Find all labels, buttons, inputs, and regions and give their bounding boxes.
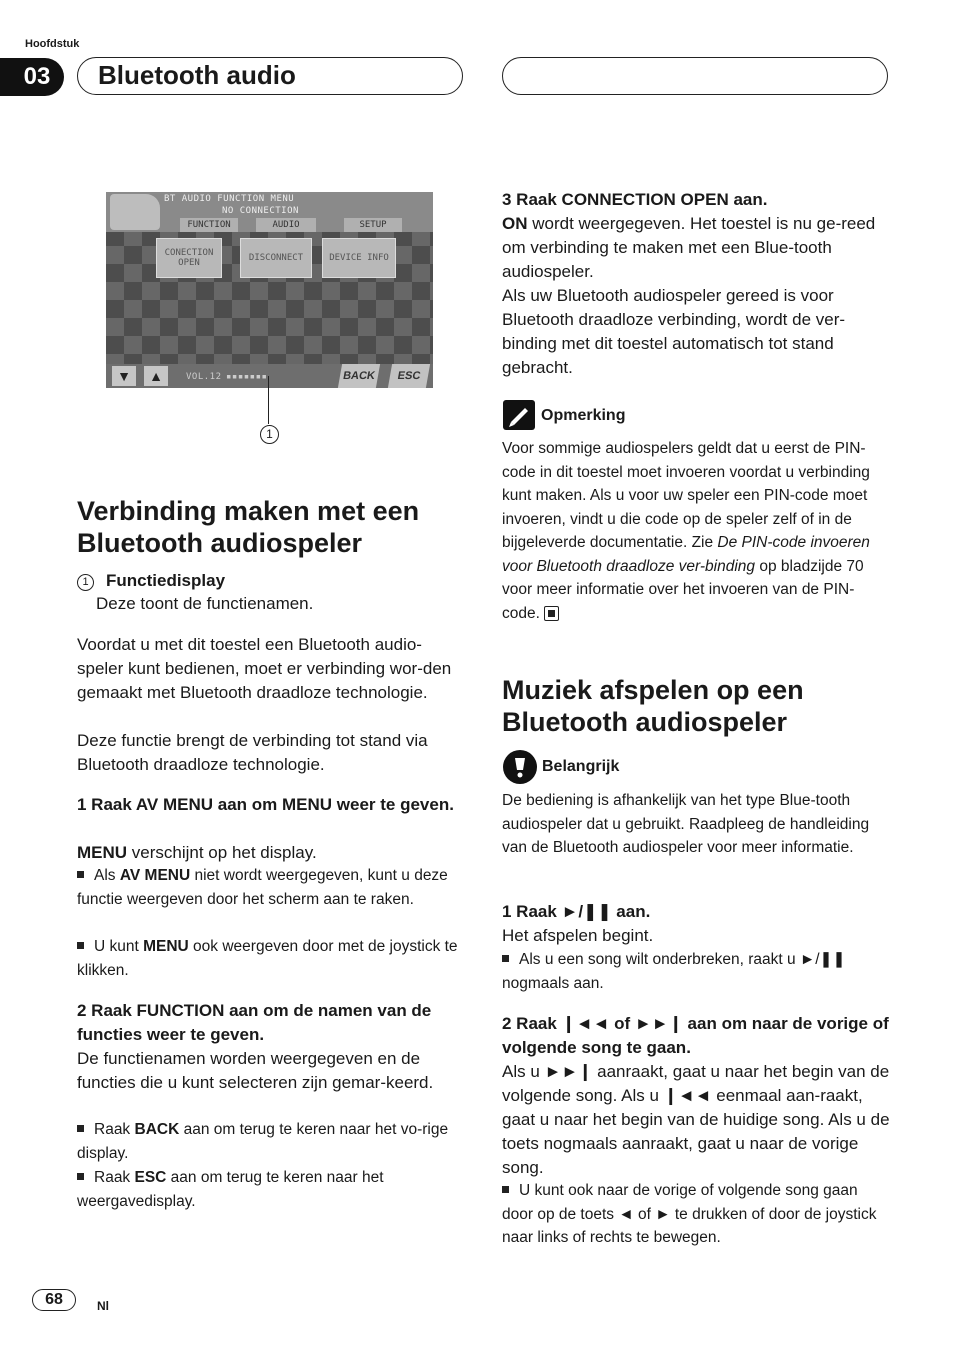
step3-on: ON	[502, 214, 528, 233]
step2-b1-bold: BACK	[134, 1121, 180, 1138]
play-step2-bullet	[502, 1179, 890, 1250]
note-label: Opmerking	[541, 407, 626, 424]
step1-text-rest: verschijnt op het display.	[127, 843, 317, 862]
step2-text: De functienamen worden weergegeven en de functies die u kunt selecteren zijn gemar-keerd.	[77, 1049, 434, 1092]
bullet-icon	[502, 955, 509, 962]
left-intro: Voordat u met dit toestel een Bluetooth audio-speler kunt bedienen, moet er verbinding wor-den gemaakt met Bluetooth draadloze technologie.	[77, 635, 452, 702]
page-number: 68	[32, 1289, 76, 1311]
screen-btn-device-info: DEVICE INFO	[322, 238, 396, 278]
screen-tab-setup: SETUP	[344, 218, 402, 232]
chapter-title: Bluetooth audio	[77, 57, 463, 95]
note-text-pre: Voor sommige audiospelers geldt dat u eerst de PIN-code in dit toestel moet invoeren voordat u verbinding kunt maken. Als u voor uw speler een PIN-code moet invoeren, vindt u die code op de speler zelf of in de bijgeleverde documentatie. Zie	[502, 440, 870, 551]
step1-text	[77, 841, 467, 865]
important-icon	[503, 750, 537, 784]
bullet-icon	[77, 871, 84, 878]
step2-b1-post: aan om terug te keren naar het vo-rige display.	[77, 1121, 449, 1162]
screen-tab-function: FUNCTION	[180, 218, 238, 232]
screen-down-icon: ▼	[112, 366, 136, 386]
bullet-icon	[77, 942, 84, 949]
item1-number: 1	[77, 574, 94, 591]
play-step1-b1: Als u een song wilt onderbreken, raakt u ►/❚❚ nogmaals aan.	[502, 951, 846, 992]
chapter-pill-empty	[502, 57, 888, 95]
step1-b2-pre: U kunt	[94, 938, 144, 955]
step2-bullet1	[77, 1118, 467, 1165]
screen-vol-bar: ▪▪▪▪▪▪▪	[226, 372, 268, 382]
step1-b1-pre: Als	[94, 867, 120, 884]
important-text: De bediening is afhankelijk van het type Blue-tooth audiospeler dat u gebruikt. Raadpleeg de handleiding van de Bluetooth audiospeler voor meer informatie.	[502, 792, 870, 856]
step2-b2-post: aan om terug te keren naar het weergavedisplay.	[77, 1169, 384, 1210]
play-step1-bullet	[502, 948, 890, 995]
play-step2-text: Als u ►►❙ aanraakt, gaat u naar het begin van de volgende song. Als u ❙◄◄ eenmaal aan-raakt, gaat u naar het begin van de huidige song. Als u de toets nogmaals aanraakt, gaat u naar de vorige song.	[502, 1062, 890, 1177]
bullet-icon	[77, 1125, 84, 1132]
step1-b1-post: niet wordt weergegeven, kunt u deze functie weergeven door het scherm aan te raken.	[77, 867, 448, 908]
step1-b1-bold: AV MENU	[119, 867, 191, 884]
screen-title: BT AUDIO FUNCTION MENU	[164, 194, 295, 204]
step1-bullet2	[77, 935, 467, 982]
note-text-post: op bladzijde 70 voor meer informatie over het invoeren van de PIN-code.	[502, 557, 864, 622]
step3-text-rest: wordt weergegeven. Het toestel is nu ge-reed om verbinding te maken met een Blue-tooth audiospeler.	[502, 214, 876, 281]
play-step1-title: 1 Raak ►/❚❚ aan.	[502, 902, 651, 921]
chapter-label: Hoofdstuk	[25, 38, 80, 50]
note-text	[502, 437, 890, 625]
left-intro2: Deze functie brengt de verbinding tot stand via Bluetooth draadloze technologie.	[77, 731, 428, 774]
screen-vol: VOL.12	[186, 372, 222, 382]
step2-title: 2 Raak FUNCTION aan om de namen van de functies weer te geven.	[77, 1001, 432, 1044]
item1	[77, 569, 467, 593]
callout-line	[268, 376, 269, 424]
step3-title: 3 Raak CONNECTION OPEN aan.	[502, 190, 768, 209]
step3-text	[502, 212, 888, 284]
item1-title: Functiedisplay	[106, 571, 226, 590]
bullet-icon	[77, 1173, 84, 1180]
play-step2-title: 2 Raak ❙◄◄ of ►►❙ aan om naar de vorige of volgende song te gaan.	[502, 1014, 889, 1057]
play-step2-b1: U kunt ook naar de vorige of volgende song gaan door op de toets ◄ of ► te drukken of door de joystick naar links of rechts te bewegen.	[502, 1182, 877, 1246]
left-heading: Verbinding maken met een Bluetooth audiospeler	[77, 496, 420, 558]
screen-up-icon: ▲	[144, 366, 168, 386]
note-text-italic: De PIN-code invoeren voor Bluetooth draadloze ver-binding	[502, 534, 870, 575]
step1-menu: MENU	[77, 843, 128, 862]
language-code: Nl	[97, 1299, 109, 1313]
play-step1-text: Het afspelen begint.	[502, 926, 654, 945]
step1-bullet1	[77, 864, 467, 911]
function-display-screenshot	[106, 192, 433, 388]
end-mark-icon	[544, 606, 559, 621]
screen-esc: ESC	[388, 364, 430, 388]
chapter-number: 03	[0, 58, 64, 96]
bt-logo-icon	[110, 194, 160, 230]
note-pencil-icon	[503, 400, 535, 430]
screen-status: NO CONNECTION	[222, 206, 299, 216]
screen-tab-audio: AUDIO	[256, 218, 316, 232]
screen-back: BACK	[338, 364, 380, 388]
screen-btn-disconnect: DISCONNECT	[240, 238, 312, 278]
step2-b1-pre: Raak	[94, 1121, 135, 1138]
step2-bullet2	[77, 1166, 467, 1213]
step1-title: 1 Raak AV MENU aan om MENU weer te geven.	[77, 795, 454, 814]
callout-number: 1	[260, 425, 279, 444]
step1-b2-bold: MENU	[143, 938, 189, 955]
step2-b2-bold: ESC	[134, 1169, 167, 1186]
right-heading: Muziek afspelen op een Bluetooth audiospeler	[502, 675, 804, 737]
important-label: Belangrijk	[542, 758, 620, 775]
bullet-icon	[502, 1186, 509, 1193]
item1-desc: Deze toont de functienamen.	[96, 594, 314, 613]
step1-b2-post: ook weergeven door met de joystick te klikken.	[77, 938, 458, 979]
step2-b2-pre: Raak	[94, 1169, 135, 1186]
screen-btn-connection-open: CONECTION OPEN	[156, 238, 222, 278]
step3-text2: Als uw Bluetooth audiospeler gereed is voor Bluetooth draadloze verbinding, wordt de ver-binding met dit toestel automatisch tot stand gebracht.	[502, 286, 846, 377]
